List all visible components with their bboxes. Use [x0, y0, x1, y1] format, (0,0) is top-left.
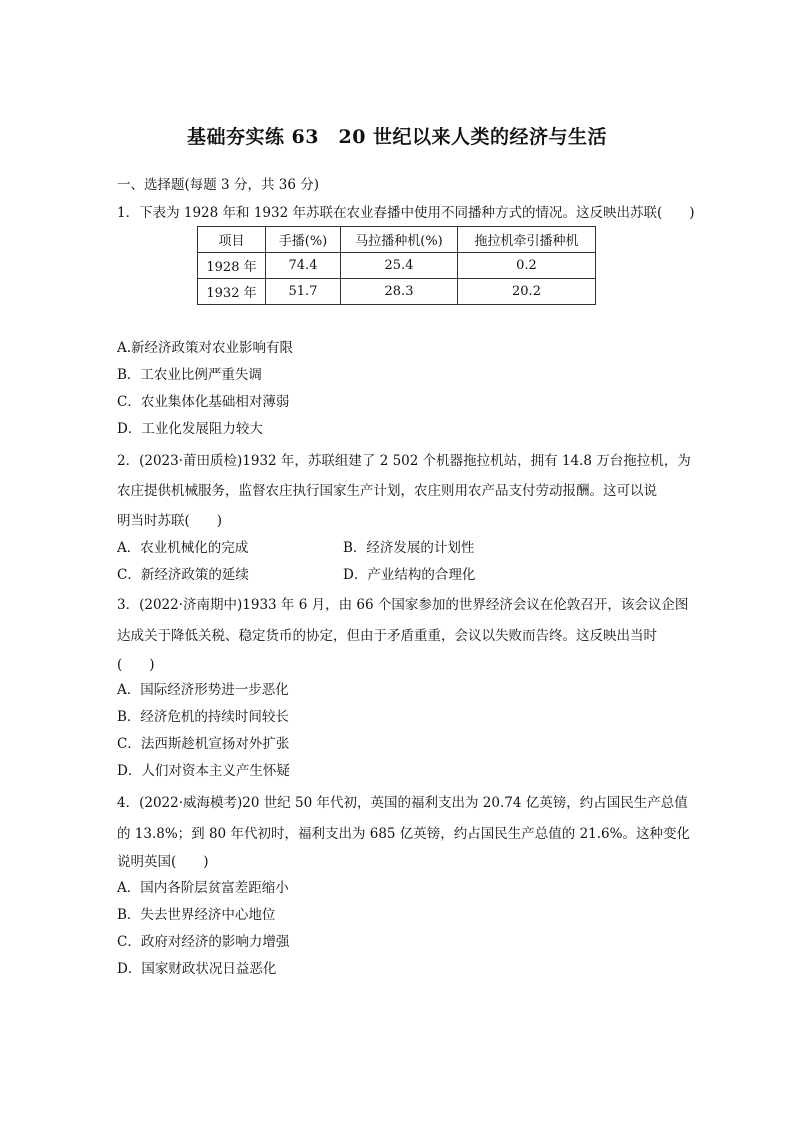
question-stem: 4．(2022·威海模考)20 世纪 50 年代初，英国的福利支出为 20.74 亿英镑，约占国民生产总值 [117, 795, 688, 811]
table-cell: 51.7 [266, 279, 341, 305]
option-c[interactable]: C．法西斯趁机宣扬对外扩张 [117, 736, 290, 752]
option-d[interactable]: D．产业结构的合理化 [343, 567, 476, 583]
option-c[interactable]: C．新经济政策的延续 [117, 567, 249, 583]
option-a[interactable]: A．农业机械化的完成 [117, 540, 249, 556]
question-stem: ( ) [117, 657, 155, 673]
question-stem: 1．下表为 1928 年和 1932 年苏联在农业春播中使用不同播种方式的情况。这反映出苏联( ) [117, 205, 695, 221]
table-cell: 20.2 [458, 279, 596, 305]
option-d[interactable]: D．人们对资本主义产生怀疑 [117, 763, 290, 779]
table-row [198, 279, 596, 305]
option-d[interactable]: D．工业化发展阻力较大 [117, 421, 263, 437]
option-a[interactable]: A.新经济政策对农业影响有限 [117, 340, 294, 356]
question-stem: 农庄提供机械服务，监督农庄执行国家生产计划，农庄则用农产品支付劳动报酬。这可以说 [117, 483, 657, 499]
table-header-cell: 手播(%) [266, 227, 341, 253]
question-stem: 达成关于降低关税、稳定货币的协定，但由于矛盾重重，会议以失败而告终。这反映出当时 [117, 628, 657, 644]
option-a[interactable]: A．国内各阶层贫富差距缩小 [117, 880, 289, 896]
table-cell: 25.4 [341, 253, 458, 279]
table-header-cell: 马拉播种机(%) [341, 227, 458, 253]
question-stem: 3．(2022·济南期中)1933 年 6 月，由 66 个国家参加的世界经济会议在伦敦召开，该会议企图 [117, 597, 689, 613]
option-b[interactable]: B．工农业比例严重失调 [117, 367, 262, 383]
table-cell: 28.3 [341, 279, 458, 305]
option-b[interactable]: B．失去世界经济中心地位 [117, 907, 276, 923]
question-stem: 的 13.8%；到 80 年代初时，福利支出为 685 亿英镑，约占国民生产总值的 21.6%。这种变化 [117, 826, 690, 842]
question-stem: 2．(2023·莆田质检)1932 年，苏联组建了 2 502 个机器拖拉机站，拥有 14.8 万台拖拉机，为 [117, 453, 691, 469]
table-header-row [198, 227, 596, 253]
option-b[interactable]: B．经济发展的计划性 [343, 540, 475, 556]
section-heading: 一、选择题(每题 3 分，共 36 分) [117, 177, 319, 193]
table-cell: 74.4 [266, 253, 341, 279]
table-row [198, 253, 596, 279]
option-c[interactable]: C．政府对经济的影响力增强 [117, 934, 290, 950]
table-header-cell: 项目 [198, 227, 266, 253]
option-d[interactable]: D．国家财政状况日益恶化 [117, 961, 277, 977]
option-a[interactable]: A．国际经济形势进一步恶化 [117, 682, 289, 698]
table-header-cell: 拖拉机牵引播种机 [458, 227, 596, 253]
table-cell: 1928 年 [198, 253, 266, 279]
table-cell: 1932 年 [198, 279, 266, 305]
question-stem: 明当时苏联( ) [117, 513, 223, 529]
page-title: 基础夯实练 63 20 世纪以来人类的经济与生活 [186, 126, 608, 148]
option-c[interactable]: C．农业集体化基础相对薄弱 [117, 394, 290, 410]
table-cell: 0.2 [458, 253, 596, 279]
question-stem: 说明英国( ) [117, 854, 209, 870]
option-b[interactable]: B．经济危机的持续时间较长 [117, 709, 289, 725]
sowing-table [197, 226, 596, 305]
